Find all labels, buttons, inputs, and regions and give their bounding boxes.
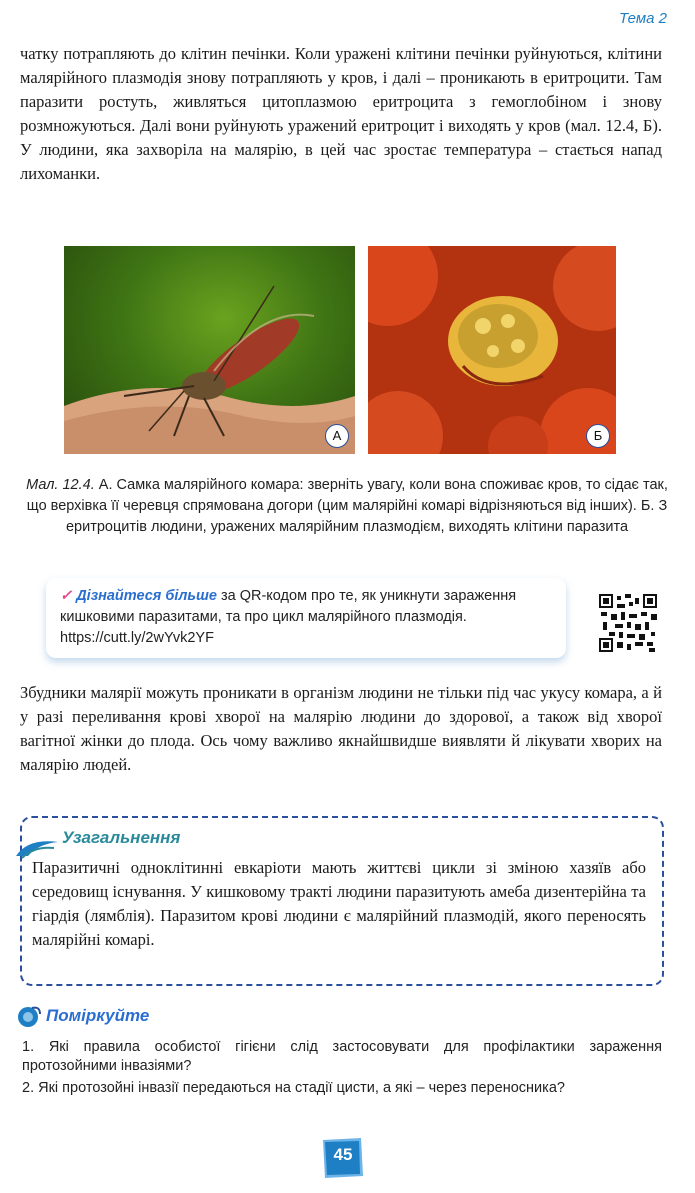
think-title: Поміркуйте	[46, 1006, 150, 1025]
question-2: 2. Які протозойні інвазії передаються на стадії цисти, а які – через переносника?	[22, 1080, 565, 1096]
page-number: 45	[333, 1145, 353, 1164]
badge-b: Б	[586, 424, 610, 448]
figure-caption	[22, 475, 672, 538]
check-icon: ✓	[60, 588, 73, 604]
paragraph-malaria-cycle: чатку потрапляють до клітин печінки. Коли уражені клітини печінки руйнуються, клітини малярійного плазмодія знову потрапляють у кров, і далі – проникають в еритроцити. Там паразити ростуть, живляться цитоплазмою еритроцита з гемоглобіном і знову розмножуються. Далі вони руйнують уражений еритроцит і виходять у кров (мал. 12.4, Б). У людини, яка захворіла на малярію, в цей час зростає температура – стається напад лихоманки.	[20, 44, 662, 183]
paragraph-transmission: Збудники малярії можуть проникати в організм людини не тільки під час укусу комара, а й у разі переливання крові хворої на малярію людини до здорової, а також від хворої вагітної жінки до плода. Ось чому важливо якнайшвидше виявляти й лікувати хворих на малярію людей.	[20, 683, 662, 774]
question-1: 1. Які правила особистої гігієни слід застосовувати для профілактики зараження протозойними інвазіями?	[22, 1039, 662, 1074]
summary-text: Паразитичні одноклітинні евкаріоти мають життєві цикли зі зміною хазяїв або середовищ існування. У кишковому тракті людини паразитують амеба дизентерійна та гіардія (лямблія). Паразитом крові людини є малярійний плазмодій, якого переносять малярійні комарі.	[32, 858, 646, 949]
summary-title: Узагальнення	[62, 828, 181, 847]
learn-more-body[interactable]: за QR-кодом про те, як уникнути зараження кишковими паразитами, та про цикл малярійного плазмодія. https://cutt.ly/2wYvk2YF	[60, 588, 517, 646]
qr-code-icon[interactable]	[599, 594, 657, 652]
mosquito-photo	[64, 246, 355, 454]
learn-more-text	[60, 586, 560, 649]
caption-text: А. Самка малярійного комара: зверніть увагу, коли вона споживає кров, то сідає так, що верхівка її черевця спрямована догори (цим малярійні комарі відрізняються від інших). Б. З еритроцитів людини, уражених малярійним плазмодієм, виходять клітини паразита	[26, 477, 668, 535]
caption-label: Мал. 12.4.	[26, 477, 95, 493]
learn-more-box	[46, 578, 566, 658]
think-icon	[16, 1004, 42, 1030]
topic-label: Тема 2	[619, 10, 667, 27]
badge-a: А	[325, 424, 349, 448]
figure-12-4	[64, 246, 616, 454]
learn-more-heading: Дізнайтеся більше	[76, 588, 217, 604]
erythrocyte-photo	[368, 246, 616, 454]
